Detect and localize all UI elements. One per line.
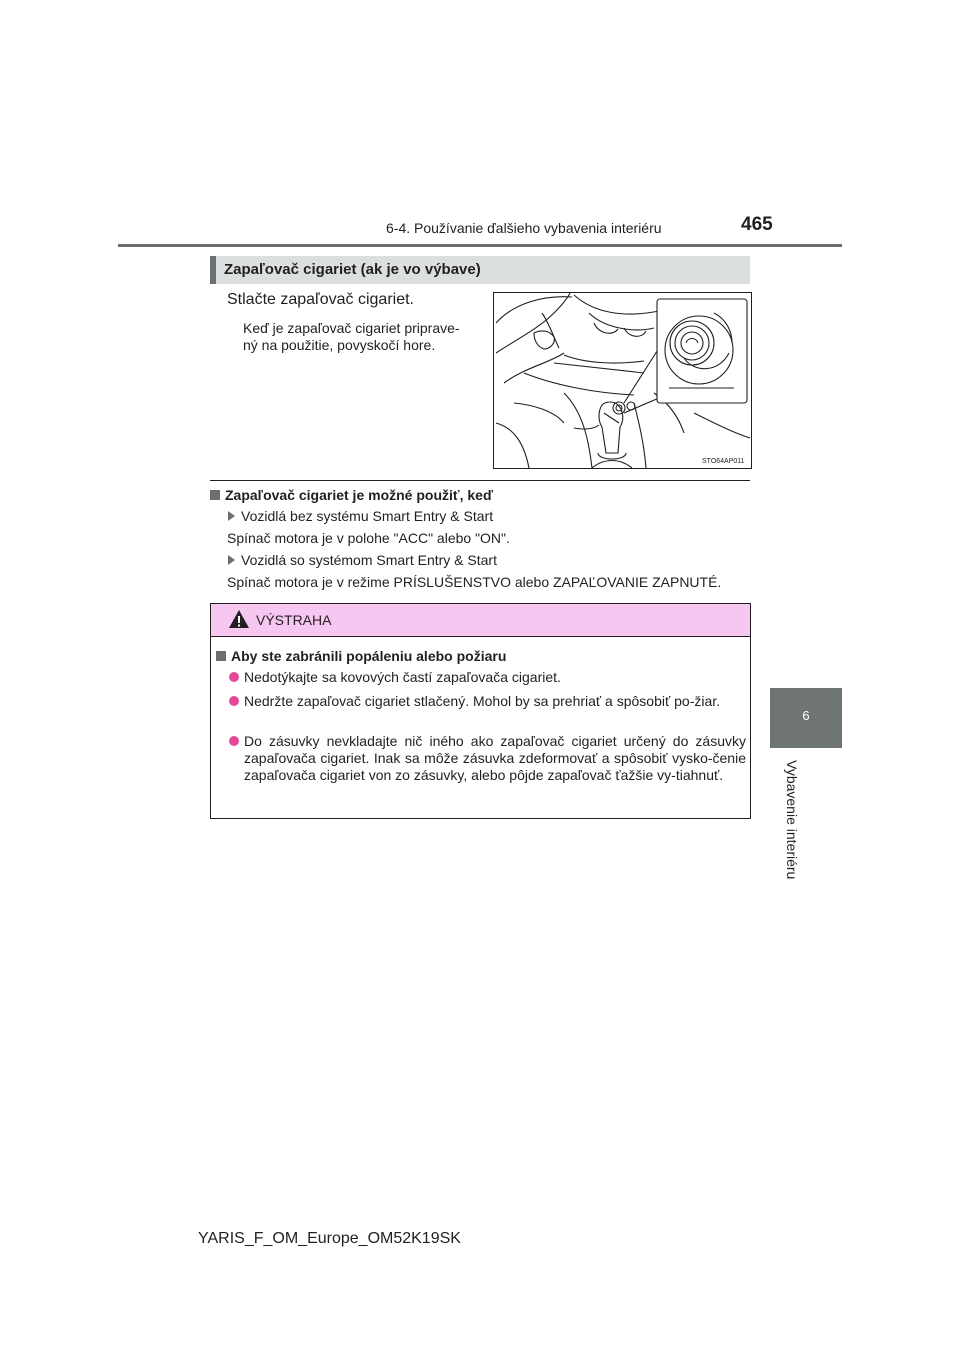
- chapter-tab: [770, 688, 842, 748]
- square-bullet-icon: [210, 490, 220, 500]
- warning-bullet-3-text: Do zásuvky nevkladajte nič iného ako zapaľovač cigariet určený do zásuvky zapaľovača cigariet. Inak sa môže zásuvka zdeformovať a spôsobiť vysko-čenie zapaľovača cigariet von zo zásuvky, alebo pôjde zapaľovač ťažšie vy-tiahnuť.: [244, 733, 746, 783]
- warning-heading-text: Aby ste zabránili popáleniu alebo požiaru: [231, 648, 507, 664]
- warning-triangle-icon: [228, 609, 250, 629]
- warning-box: [210, 603, 751, 819]
- document-code: YARIS_F_OM_Europe_OM52K19SK: [198, 1230, 461, 1247]
- conditions-heading-text: Zapaľovač cigariet je možné použiť, keď: [225, 487, 494, 503]
- step-note-line-1: Keď je zapaľovač cigariet priprave-: [243, 320, 460, 336]
- chapter-label-text: Vybavenie interiéru: [784, 760, 800, 880]
- triangle-bullet-icon: [228, 555, 235, 565]
- square-bullet-icon: [216, 651, 226, 661]
- dashboard-drawing: [494, 293, 751, 468]
- illustration-code: STO64AP011: [702, 458, 745, 465]
- warning-header: [211, 604, 750, 637]
- step-note-line-2: ný na použitie, povyskočí hore.: [243, 337, 436, 353]
- bullet-dot-icon: [229, 672, 239, 682]
- warning-bullet-3: [229, 733, 746, 784]
- section-title-bar: [210, 256, 750, 284]
- condition-detail-1: Spínač motora je v polohe "ACC" alebo "ON".: [227, 530, 510, 546]
- section-header-title: 6-4. Používanie ďalšieho vybavenia interiéru: [386, 220, 662, 236]
- chapter-side-label: [782, 760, 806, 884]
- condition-vehicle-1-text: Vozidlá bez systému Smart Entry & Start: [241, 508, 494, 524]
- step-instruction: Stlačte zapaľovač cigariet.: [227, 291, 414, 308]
- condition-vehicle-1: [228, 508, 493, 524]
- conditions-heading: [210, 487, 493, 503]
- chapter-number: 6: [802, 708, 810, 723]
- triangle-bullet-icon: [228, 511, 235, 521]
- warning-heading: [216, 648, 506, 664]
- condition-vehicle-2-text: Vozidlá so systémom Smart Entry & Start: [241, 552, 497, 568]
- cigarette-lighter-illustration: [493, 292, 752, 469]
- condition-detail-2: Spínač motora je v režime PRÍSLUŠENSTVO alebo ZAPAĽOVANIE ZAPNUTÉ.: [227, 574, 722, 590]
- header-rule: [118, 244, 842, 247]
- section-divider: [210, 480, 750, 481]
- page-number: 465: [741, 214, 773, 235]
- warning-bullet-2: [229, 693, 746, 710]
- warning-bullet-1: [229, 669, 746, 686]
- section-title: Zapaľovač cigariet (ak je vo výbave): [224, 261, 481, 278]
- bullet-dot-icon: [229, 736, 239, 746]
- step-note: [243, 320, 488, 354]
- warning-title: VÝSTRAHA: [256, 612, 332, 628]
- bullet-dot-icon: [229, 696, 239, 706]
- warning-bullet-1-text: Nedotýkajte sa kovových častí zapaľovača cigariet.: [244, 669, 561, 685]
- warning-bullet-2-text: Nedržte zapaľovač cigariet stlačený. Mohol by sa prehriať a spôsobiť po-žiar.: [244, 693, 721, 709]
- section-title-accent: [210, 256, 216, 284]
- condition-vehicle-2: [228, 552, 497, 568]
